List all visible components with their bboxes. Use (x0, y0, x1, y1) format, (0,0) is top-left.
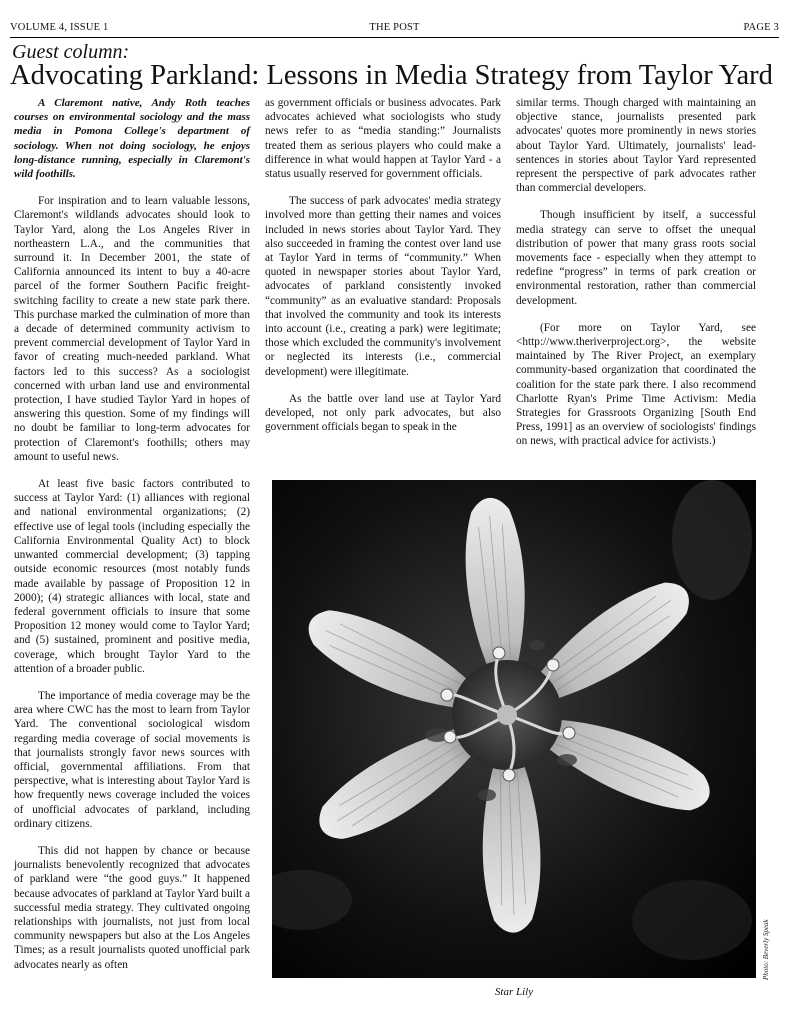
paragraph: Though insufficient by itself, a successful media strategy can serve to offset the unequal distribution of power that many grass roots social movements face - especially when they attempt to redefine “progress” in terms of park creation or environmental restoration, rather than commercial development. (516, 209, 756, 307)
star-lily-photo (272, 480, 756, 978)
paragraph: (For more on Taylor Yard, see <http://www.theriverproject.org>, the website maintained by The River Project, an exemplary community-based organization that coordinated the coalition for the state park there. I also recommend Charlotte Ryan's Prime Time Activism: Media Strategies for Grassroots Organizing [South End Press, 1991] as an overview of sociologists' findings on news, with practical advice for activists.) (516, 321, 756, 448)
article-kicker: Guest column: (12, 41, 130, 63)
paragraph: The importance of media coverage may be the area where CWC has the most to learn from Taylor Yard. The conventional sociological wisdom regarding media coverage of social movements is that journalists strongly favor news sources with official, governmental affiliations. From that perspective, what is interesting about Taylor Yard is how frequently news coverage included the voices of unofficial advocates of parkland, including ordinary citizens. (14, 689, 250, 830)
paragraph: similar terms. Though charged with maintaining an objective stance, journalists presented park advocates' quotes more prominently in news stories about Taylor Yard. Ultimately, journalists' lead-sentences in stories about Taylor Yard represented represent the perspective of park advocates rather than commercial developers. (516, 97, 756, 195)
column-2 (265, 96, 501, 447)
column-3 (516, 96, 756, 462)
paragraph: as government officials or business advocates. Park advocates achieved what sociologists who study news refer to as “media standing:” Journalists treated them as serious players who could make a difference in what would happen at Taylor Yard - a status usually reserved for government officials. (265, 97, 501, 181)
author-bio: A Claremont native, Andy Roth teaches courses on environmental sociology and the mass media in Pomona College's department of sociology. When not doing sociology, he enjoys long-distance running, especially in Claremont's wild foothills. (14, 97, 250, 181)
column-1 (14, 96, 250, 985)
paragraph: For inspiration and to learn valuable lessons, Claremont's wildlands advocates should look to Taylor Yard, along the Los Angeles River in northeastern L.A., and the communities that surround it. In December 2001, the state of California announced its intent to buy a 40-acre parcel of the former Southern Pacific freight-switching facility to create a new state park there. This purchase marked the culmination of more than a decade of determined community activism to prevent commercial development of Taylor Yard in favor of creating much-needed parkland. What factors led to this success? As a sociologist concerned with urban land use and environmental protection, I have studied Taylor Yard in hopes of answering this question. Some of my findings will no doubt be familiar to long-term advocates for protection of Claremont's foothills; others may amount to useful news. (14, 195, 250, 463)
flower-illustration (272, 480, 756, 978)
publication-name: THE POST (369, 22, 420, 33)
paragraph: This did not happen by chance or because journalists benevolently recognized that advocates of parkland were “the good guys.” It happened because advocates of parkland at Taylor Yard built a successful media strategy. They cultivated ongoing relationships with journalists, not just from local community newspapers but also at the Los Angeles Times; as a result journalists quoted unofficial park advocates nearly as often (14, 844, 250, 971)
issue-label: VOLUME 4, ISSUE 1 (10, 22, 109, 33)
paragraph: The success of park advocates' media strategy involved more than getting their names and voices included in news stories about Taylor Yard. They also succeeded in framing the contest over land use at Taylor Yard in terms of “community.” When quoted in newspaper stories about Taylor Yard, advocates of parkland consistently invoked “community” as an evaluative standard: Proposals that involved the community and took its interests into account (i.e., creating a park) were legitimate; those which excluded the community's involvement or neglected its interests (i.e., commercial development) were illegitimate. (265, 195, 501, 378)
header-rule (10, 37, 779, 38)
photo-credit-text: Photo: Beverly Speak (762, 919, 770, 980)
article-title: Advocating Parkland: Lessons in Media Strategy from Taylor Yard (10, 60, 773, 91)
photo-credit (760, 900, 774, 980)
paragraph: As the battle over land use at Taylor Yard developed, not only park advocates, but also government officials began to speak in the (265, 392, 501, 434)
running-header (10, 22, 779, 36)
paragraph: At least five basic factors contributed to success at Taylor Yard: (1) alliances with regional and national environmental organizations; (2) effective use of legal tools (including especially the California Environmental Quality Act) to block unwanted commercial development; (3) tapping outside economic resources (most notably funds made available by passage of Proposition 12 in 2000); (4) strategic alliances with local, state and federal government officials to insure that some Proposition 12 money would come to Taylor Yard; and (5) sustained, prominent and positive media, coverage, which brought Taylor Yard to the attention of a broader public. (14, 478, 250, 675)
page-number: PAGE 3 (743, 22, 779, 33)
photo-caption: Star Lily (494, 986, 534, 998)
